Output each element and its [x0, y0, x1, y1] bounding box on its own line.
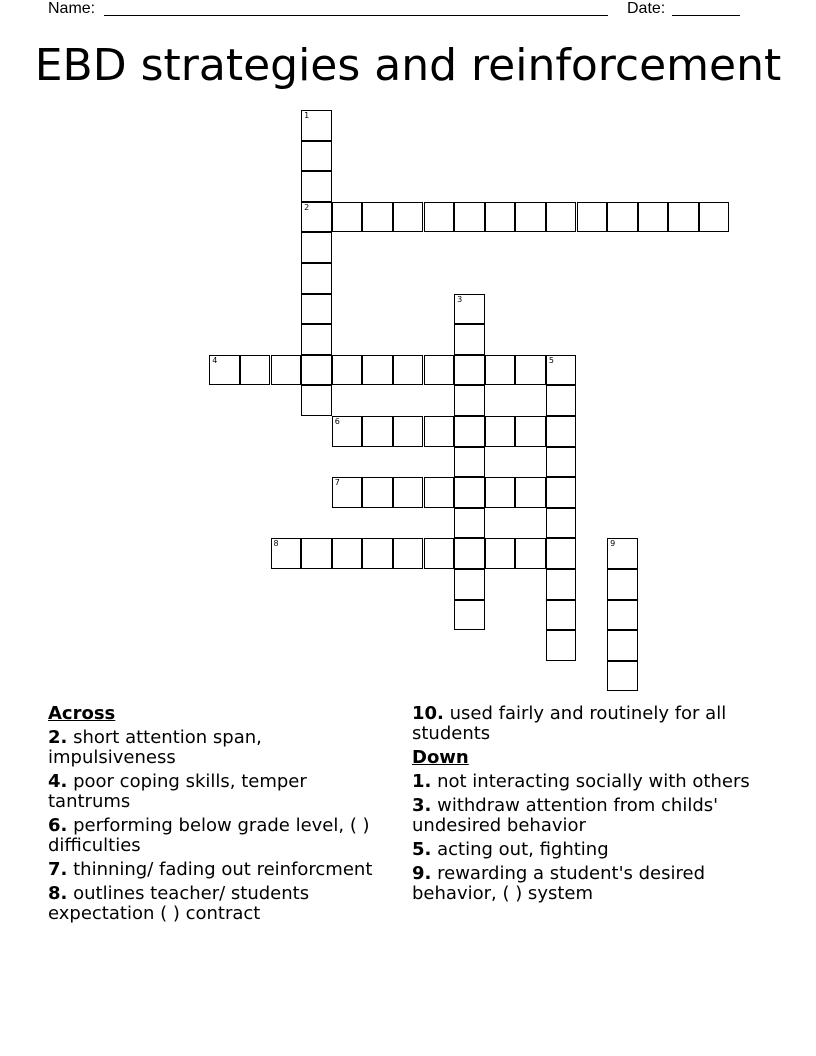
- grid-cell[interactable]: [301, 538, 332, 569]
- grid-cell[interactable]: [607, 600, 638, 631]
- grid-cell[interactable]: [607, 202, 638, 233]
- date-label: Date:: [627, 0, 666, 17]
- grid-cell[interactable]: [546, 447, 577, 478]
- cell-number: 9: [610, 539, 616, 549]
- grid-cell[interactable]: [301, 385, 332, 416]
- grid-cell[interactable]: [332, 538, 363, 569]
- grid-cell[interactable]: [332, 202, 363, 233]
- clue-text: used fairly and routinely for all students: [412, 703, 727, 744]
- clue-number: 6.: [48, 815, 68, 836]
- down-heading: Down: [412, 747, 469, 768]
- clue-number: 2.: [48, 727, 68, 748]
- grid-cell[interactable]: [424, 355, 455, 386]
- grid-cell[interactable]: [607, 569, 638, 600]
- grid-cell[interactable]: [699, 202, 730, 233]
- grid-cell[interactable]: [668, 202, 699, 233]
- clue-text: outlines teacher/ students expectation ( ) contract: [48, 883, 310, 924]
- cell-number: 1: [304, 111, 310, 120]
- clue-across-6: [48, 816, 388, 856]
- grid-cell[interactable]: [546, 385, 577, 416]
- grid-cell[interactable]: [301, 171, 332, 202]
- grid-cell[interactable]: [301, 141, 332, 172]
- grid-cell[interactable]: [546, 630, 577, 661]
- clue-text: performing below grade level, ( ) difficulties: [48, 815, 370, 856]
- grid-cell[interactable]: [485, 538, 516, 569]
- grid-cell[interactable]: [301, 355, 332, 386]
- grid-cell[interactable]: [301, 110, 332, 141]
- grid-cell[interactable]: [454, 508, 485, 539]
- clue-number: 1.: [412, 771, 432, 792]
- grid-cell[interactable]: [454, 416, 485, 447]
- grid-cell[interactable]: [301, 294, 332, 325]
- clue-text: short attention span, impulsiveness: [48, 727, 262, 768]
- grid-cell[interactable]: [393, 538, 424, 569]
- grid-cell[interactable]: [546, 355, 577, 386]
- clue-text: poor coping skills, temper tantrums: [48, 771, 307, 812]
- clue-across-7: [48, 860, 388, 880]
- grid-cell[interactable]: [546, 600, 577, 631]
- cell-number: 5: [548, 355, 554, 365]
- grid-cell[interactable]: [454, 538, 485, 569]
- grid-cell[interactable]: [546, 416, 577, 447]
- grid-cell[interactable]: [301, 232, 332, 263]
- grid-cell[interactable]: [515, 538, 546, 569]
- grid-cell[interactable]: [393, 416, 424, 447]
- grid-cell[interactable]: [393, 477, 424, 508]
- grid-cell[interactable]: [454, 294, 485, 325]
- grid-cell[interactable]: [393, 202, 424, 233]
- clues-column-right: [412, 704, 762, 908]
- clue-across-8: [48, 884, 388, 924]
- grid-cell[interactable]: [485, 416, 516, 447]
- cell-number: 7: [334, 478, 340, 488]
- clue-number: 7.: [48, 859, 68, 880]
- grid-cell[interactable]: [454, 385, 485, 416]
- grid-cell[interactable]: [362, 355, 393, 386]
- clue-down-1: [412, 772, 762, 792]
- cell-number: 8: [273, 539, 279, 549]
- grid-cell[interactable]: [454, 355, 485, 386]
- grid-cell[interactable]: [607, 538, 638, 569]
- grid-cell[interactable]: [424, 477, 455, 508]
- grid-cell[interactable]: [485, 355, 516, 386]
- cell-number: 4: [212, 355, 218, 365]
- clue-number: 5.: [412, 839, 432, 860]
- grid-cell[interactable]: [301, 202, 332, 233]
- grid-cell[interactable]: [546, 569, 577, 600]
- grid-cell[interactable]: [362, 202, 393, 233]
- clue-text: withdraw attention from childs' undesired behavior: [412, 795, 719, 836]
- clue-down-5: [412, 840, 762, 860]
- clue-text: rewarding a student's desired behavior, ( ) system: [412, 863, 705, 904]
- cell-number: 3: [457, 294, 463, 304]
- grid-cell[interactable]: [424, 538, 455, 569]
- grid-cell[interactable]: [577, 202, 608, 233]
- grid-cell[interactable]: [546, 538, 577, 569]
- clue-number: 9.: [412, 863, 432, 884]
- grid-cell[interactable]: [332, 477, 363, 508]
- clue-across-10: [412, 704, 762, 744]
- grid-cell[interactable]: [424, 202, 455, 233]
- grid-cell[interactable]: [240, 355, 271, 386]
- grid-cell[interactable]: [546, 202, 577, 233]
- clue-down-9: [412, 864, 762, 904]
- clue-number: 4.: [48, 771, 68, 792]
- grid-cell[interactable]: [424, 416, 455, 447]
- grid-cell[interactable]: [271, 355, 302, 386]
- page-title: EBD strategies and reinforcement: [34, 40, 782, 91]
- cell-number: 6: [334, 417, 340, 426]
- grid-cell[interactable]: [362, 538, 393, 569]
- grid-cell[interactable]: [362, 477, 393, 508]
- grid-cell[interactable]: [607, 630, 638, 661]
- grid-cell[interactable]: [515, 477, 546, 508]
- clue-number: 3.: [412, 795, 432, 816]
- grid-cell[interactable]: [301, 324, 332, 355]
- grid-cell[interactable]: [485, 202, 516, 233]
- grid-cell[interactable]: [485, 477, 516, 508]
- grid-cell[interactable]: [454, 202, 485, 233]
- grid-cell[interactable]: [546, 477, 577, 508]
- grid-cell[interactable]: [515, 202, 546, 233]
- clue-number: 8.: [48, 883, 68, 904]
- grid-cell[interactable]: [301, 263, 332, 294]
- grid-cell[interactable]: [454, 447, 485, 478]
- clue-across-4: [48, 772, 388, 812]
- grid-cell[interactable]: [515, 355, 546, 386]
- clue-text: thinning/ fading out reinforcment: [73, 859, 373, 880]
- clue-across-2: [48, 728, 388, 768]
- grid-cell[interactable]: [362, 416, 393, 447]
- grid-cell[interactable]: [454, 324, 485, 355]
- grid-cell[interactable]: [546, 508, 577, 539]
- clue-text: not interacting socially with others: [437, 771, 750, 792]
- grid-cell[interactable]: [454, 477, 485, 508]
- grid-cell[interactable]: [638, 202, 669, 233]
- clue-down-3: [412, 796, 762, 836]
- clues-column-left: [48, 704, 388, 928]
- grid-cell[interactable]: [515, 416, 546, 447]
- grid-cell[interactable]: [209, 355, 240, 386]
- grid-cell[interactable]: [393, 355, 424, 386]
- grid-cell[interactable]: [271, 538, 302, 569]
- across-heading: Across: [48, 703, 116, 724]
- grid-cell[interactable]: [332, 416, 363, 447]
- grid-cell[interactable]: [607, 661, 638, 692]
- grid-cell[interactable]: [454, 569, 485, 600]
- cell-number: 2: [304, 202, 310, 212]
- grid-cell[interactable]: [332, 355, 363, 386]
- name-label: Name:: [48, 0, 96, 17]
- clue-number: 10.: [412, 703, 444, 724]
- grid-cell[interactable]: [454, 600, 485, 631]
- clue-text: acting out, fighting: [437, 839, 609, 860]
